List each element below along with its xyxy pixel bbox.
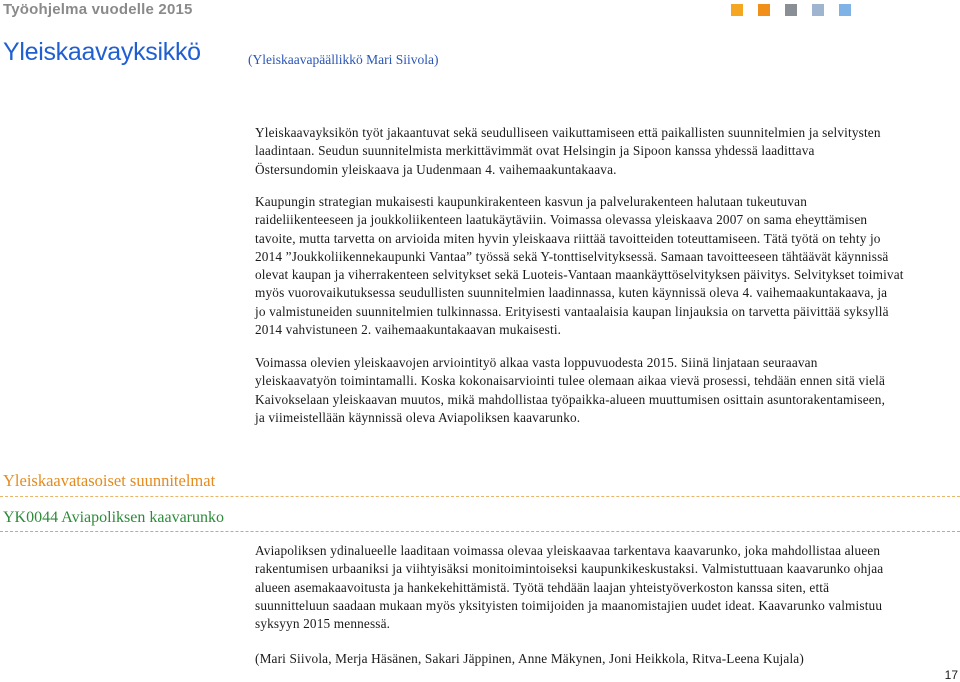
heading-general-plan-level: Yleiskaavatasoiset suunnitelmat xyxy=(3,471,216,490)
section-title: Yleiskaavayksikkö xyxy=(3,38,201,66)
color-square-4 xyxy=(812,4,824,16)
color-square-2 xyxy=(758,4,770,16)
paragraph-aviapolis: Aviapoliksen ydinalueelle laaditaan voimassa olevaa yleiskaavaa tarkentava kaavarunko, joka mahdollistaa alueen rakentumisen urbaaniksi ja viihtyisäksi monitoimintoiseksi kaupunkikeskustaksi. Valmistuttuaan kaavarunko ohjaa alueen asemakaavoitusta ja hankekehittämistä. Työtä tehdään laajan yhteistyöverkoston kanssa siten, että suunnitteluun saadaan mukaan myös yksityisten toimijoiden ja maanomistajien uudet ideat. Kaavarunko valmistuu syksyyn 2015 mennessä. xyxy=(255,543,884,632)
heading-orange-divider xyxy=(0,496,960,497)
color-square-1 xyxy=(731,4,743,16)
section-subtitle: (Yleiskaavapäällikkö Mari Siivola) xyxy=(248,52,439,67)
heading-project: YK0044 Aviapoliksen kaavarunko xyxy=(3,509,224,526)
color-square-3 xyxy=(785,4,797,16)
heading-green-divider xyxy=(0,531,960,532)
header-bar xyxy=(0,0,960,22)
paragraph-strategy: Kaupungin strategian mukaisesti kaupunkirakenteen kasvun ja palvelurakenteen halutaan tukeutuvan raideliikenteeseen ja joukkoliikenteen laatukäytäviin. Voimassa olevassa yleiskaava 2007 on sama eheyttämisen tavoite, mutta tarvetta on arvioida miten hyvin yleiskaava riittää tavoitteiden toteuttamiseen. Tätä työtä on tehty jo 2014 ”Joukkoliikennekaupunki Vantaa” työssä sekä Y-tonttiselvityksessä. Samaan tavoitteeseen tähtäävät käynnissä olevat kaupan ja viherrakenteen selvitykset sekä Luoteis-Vantaan maankäyttöselvityksen päivitys. Selvitykset toimivat myös vuorovaikutuksessa seudullisten suunnitelmien laadinnassa, kuten käynnissä oleva 4. vaihemaakuntakaava, ja jo valmistuneiden suunnitelmien tulkinnassa. Erityisesti vantaalaisia kaupan linjauksia on tarvetta päivittää syksyllä 2014 vahvistuneen 2. vaihemaakuntakaavan mukaisesti. xyxy=(255,194,904,338)
paragraph-assessment: Voimassa olevien yleiskaavojen arviointityö alkaa vasta loppuvuodesta 2015. Siinä linjataan seuraavan yleiskaavatyön toimintamalli. Koska kokonaisarviointi tulee olemaan aikaa vievä prosessi, tehdään ennen sitä vielä Kaivokselaan yleiskaavan muutos, mikä mahdollistaa työpaikka-alueen muuttumisen osittain asuntorakentamiseen, ja viimeistellään käynnissä oleva Aviapoliksen kaavarunko. xyxy=(255,355,886,425)
page-number: 17 xyxy=(944,668,958,682)
color-square-5 xyxy=(839,4,851,16)
paragraph-intro: Yleiskaavayksikön työt jakaantuvat sekä seudulliseen vaikuttamiseen että paikallisten suunnitelmien ja selvitysten laadintaan. Seudun suunnitelmista merkittävimmät ovat Helsingin ja Sipoon kanssa yhdessä laadittava Östersundomin yleiskaava ja Uudenmaan 4. vaihemaakuntakaava. xyxy=(255,125,881,177)
paragraph-team: (Mari Siivola, Merja Häsänen, Sakari Jäppinen, Anne Mäkynen, Joni Heikkola, Ritva-Leena Kujala) xyxy=(255,651,804,666)
color-squares xyxy=(731,4,866,16)
document-title: Työohjelma vuodelle 2015 xyxy=(3,1,193,18)
